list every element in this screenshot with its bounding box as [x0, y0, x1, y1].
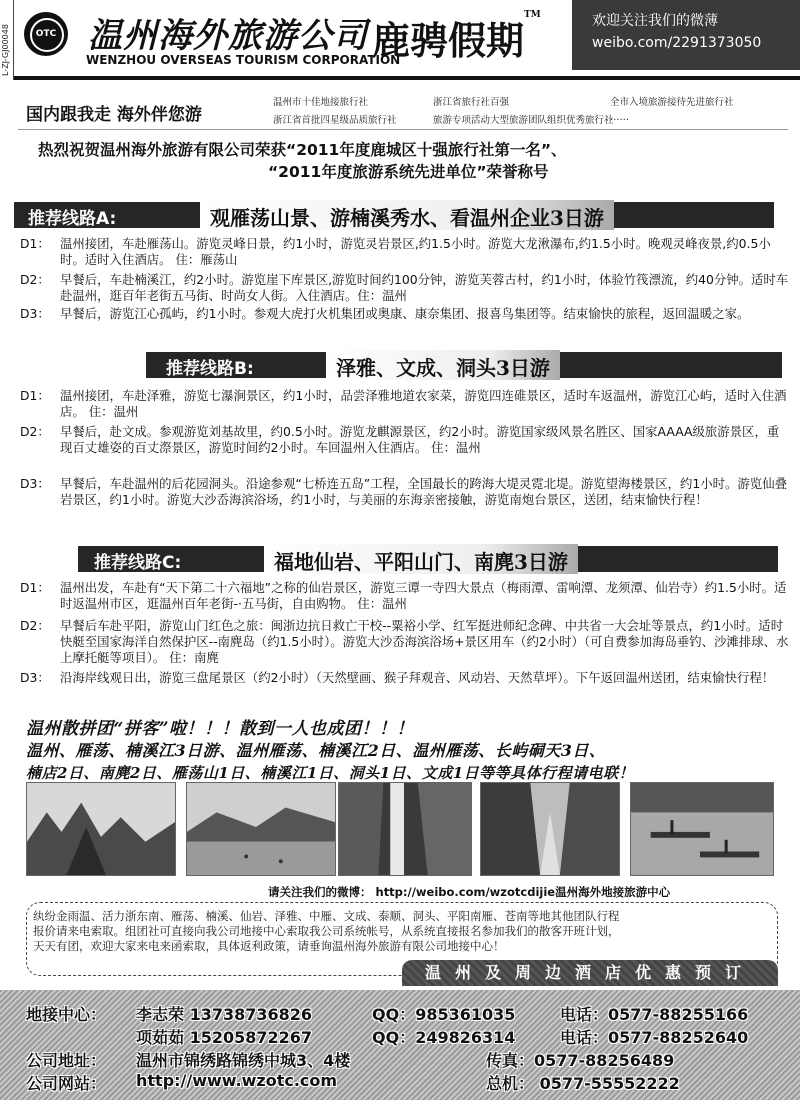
route-a-label: 推荐线路A:: [28, 209, 117, 229]
contact-footer: [0, 990, 800, 1100]
award-item: ……: [610, 112, 629, 123]
route-b-banner: [146, 352, 782, 378]
header-divider: [14, 76, 800, 80]
route-b-title: 泽雅、文成、洞头3日游: [326, 350, 560, 380]
route-b-day-1: [20, 388, 790, 420]
brand-name: 鹿骋假期: [372, 18, 525, 63]
congrats-line: “2011年度旅游系统先进单位”荣誉称号: [268, 163, 549, 181]
qq-number: QQ：249826314: [372, 1028, 516, 1047]
route-b-label: 推荐线路B:: [166, 359, 254, 379]
bamboo-raft-photo: [630, 782, 774, 876]
route-c-banner: [78, 546, 778, 572]
day-label: D2：: [20, 618, 50, 633]
website-url[interactable]: http://www.wzotc.com: [136, 1071, 338, 1090]
mountain-peaks-photo: [26, 782, 176, 876]
award-item: 浙江省首批四星级品质旅行社: [273, 115, 397, 126]
otc-logo-icon: OTC: [24, 12, 68, 56]
day-label: D1：: [20, 580, 50, 595]
website-label: 公司网站：: [26, 1074, 107, 1093]
weibo-url-note[interactable]: 请关注我们的微博： http://weibo.com/wzotcdijie温州海外地接旅游中心: [268, 885, 671, 899]
day-text: 早餐后，游览江心孤屿，约1小时。参观大虎打火机集团或奥康、康奈集团、报喜鸟集团等。结束愉快的旅程，返回温暖之家。: [60, 306, 750, 321]
main-phone: 总机： 0577-55552222: [486, 1074, 680, 1093]
slogan: 国内跟我走 海外伴您游: [26, 105, 202, 125]
day-text: 温州出发，车赴有“天下第二十六福地”之称的仙岩景区，游览三谭一寺四大景点（梅雨潭、雷响潭、龙须潭、仙岩寺）约1.5小时。适时返温州市区，逛温州百年老街-·五马街，自由购物。 住：温州: [60, 580, 787, 611]
company-address: 温州市锦绣路锦绣中城3、4楼: [136, 1051, 351, 1070]
day-text: 早餐后，车赴楠溪江，约2小时。游览崖下库景区,游览时间约100分钟，游览芙蓉古村，约1小时，体验竹筏漂流，约40分钟。适时车赴温州，逛百年老街五马街、时尚女人街。入住酒店。住：温州: [60, 272, 789, 303]
weibo-promo-url: weibo.com/2291373050: [592, 35, 762, 51]
brand-logo: [372, 10, 541, 65]
doc-code-strip: [0, 0, 14, 80]
day-text: 沿海岸线观日出，游览三盘尾景区（约2小时）（天然壁画、猴子拜观音、风动岩、天然草坪）。下午返回温州送团，结束愉快行程！: [60, 670, 775, 685]
promo-routes: 温州、雁荡、楠溪江3日游、温州雁荡、楠溪江2日、温州雁荡、长屿硐天3日、: [26, 741, 606, 760]
doc-code: L-ZJ-GJ00048: [1, 24, 10, 76]
company-name-en: WENZHOU OVERSEAS TOURISM CORPORATION: [86, 53, 401, 67]
page-header: [0, 0, 800, 80]
weibo-promo-text: 欢迎关注我们的微薄: [592, 13, 718, 29]
company-name-cn: 温州海外旅游公司: [88, 16, 368, 56]
award-item: 温州市十佳地接旅行社: [273, 97, 369, 108]
award-item: 浙江省旅行社百强: [433, 97, 510, 108]
route-c-label: 推荐线路C:: [94, 553, 182, 573]
promo-headline: 温州散拼团“拼客”啦！！！散到一人也成团！！！: [26, 719, 415, 739]
route-c-day-2: [20, 618, 790, 666]
river-gorge-photo: [480, 782, 620, 876]
route-a-day-3: [20, 306, 790, 322]
route-a-banner: [14, 202, 774, 228]
day-text: 早餐后车赴平阳，游览山门红色之旅：闽浙边抗日救亡干校--粟裕小学、红军挺进师纪念碑、中共省一大会址等景点，约1小时。适时快艇至国家海洋自然保护区--南麂岛（约1.5小时）。游览大沙岙海滨浴场+景区用车（约2小时）（可自费参加海岛垂钓、沙滩排球、水上摩托艇等项目）。 住：南麂: [60, 618, 789, 665]
day-text: 早餐后，车赴温州的后花园洞头。沿途参观“七桥连五岛”工程，全国最长的跨海大堤灵霓北堤。游览望海楼景区，约1小时。游览仙叠岩景区，约1小时。游览大沙岙海滨浴场，约1小时，与美丽的东海亲密接触，游览南炮台景区，送团，结束愉快行程！: [60, 476, 787, 507]
route-a-day-1: [20, 236, 790, 268]
congrats-line: 热烈祝贺温州海外旅游有限公司荣获“2011年度鹿城区十强旅行社第一名”、: [38, 141, 567, 159]
day-text: 温州接团，车赴泽雅，游览七瀑涧景区，约1小时，品尝泽雅地道农家菜，游览四连碓景区，适时车返温州，游览江心屿，适时入住酒店。 住：温州: [60, 388, 787, 419]
phone-number: 电话：0577-88255166: [560, 1005, 749, 1024]
route-a-title: 观雁荡山景、游楠溪秀水、看温州企业3日游: [200, 200, 614, 230]
route-a-day-2: [20, 272, 790, 304]
fax-number: 传真：0577-88256489: [486, 1051, 675, 1070]
route-c-day-3: [20, 670, 790, 686]
awards-row: [18, 88, 788, 130]
day-label: D3：: [20, 670, 50, 685]
day-label: D3：: [20, 476, 50, 491]
day-label: D1：: [20, 236, 50, 251]
center-label: 地接中心：: [26, 1005, 107, 1024]
address-label: 公司地址：: [26, 1051, 107, 1070]
route-c-title: 福地仙岩、平阳山门、南麂3日游: [264, 544, 578, 574]
award-item: 旅游专项活动大型旅游团队组织优秀旅行社: [433, 115, 614, 126]
note-line: 纨纷金雨温、活力浙东南、雁荡、楠溪、仙岩、泽雅、中雁、文成、泰顺、洞头、平阳南雁、苍南等地其他团队行程: [33, 909, 620, 923]
note-line: 天天有团，欢迎大家来电来函索取，具体返利政策，请垂询温州海外旅游有限公司地接中心！: [33, 939, 505, 953]
weibo-promo-box: [572, 0, 800, 70]
day-label: D2：: [20, 424, 50, 439]
hotel-booking-banner: 温州及周边酒店优惠预订: [402, 960, 778, 986]
waterfall-photo: [338, 782, 472, 876]
day-label: D1：: [20, 388, 50, 403]
route-b-day-2: [20, 424, 790, 456]
day-label: D3：: [20, 306, 50, 321]
note-line: 报价请来电索取。组团社可直接向我公司地接中心索取我公司系统帐号，从系统直接报名参加我们的散客开班计划，: [33, 924, 620, 938]
contact-person: 李志荣 13738736826: [136, 1005, 313, 1024]
contact-person: 项茹茹 15205872267: [136, 1028, 313, 1047]
trademark-mark: TM: [524, 10, 541, 20]
promo-routes: 楠店2日、南麂2日、雁荡山1日、楠溪江1日、洞头1日、文成1日等等具体行程请电联！: [26, 764, 635, 782]
island-bay-photo: [186, 782, 336, 876]
award-item: 全市入境旅游接待先进旅行社: [610, 97, 734, 108]
qq-number: QQ：985361035: [372, 1005, 516, 1024]
route-c-day-1: [20, 580, 790, 612]
route-b-day-3: [20, 476, 790, 508]
day-text: 早餐后，赴文成。参观游览刘基故里，约0.5小时。游览龙麒源景区，约2小时。游览国家级风景名胜区、国家AAAA级旅游景区，重现百丈雄姿的百丈漈景区，游览时间约2小时。车回温州入住酒店。 住：温州: [60, 424, 780, 455]
day-label: D2：: [20, 272, 50, 287]
phone-number: 电话：0577-88252640: [560, 1028, 749, 1047]
day-text: 温州接团，车赴雁荡山。游览灵峰日景，约1小时，游览灵岩景区,约1.5小时。游览大龙湫瀑布,约1.5小时。晚观灵峰夜景,约0.5小时。适时入住酒店。 住：雁荡山: [60, 236, 771, 267]
